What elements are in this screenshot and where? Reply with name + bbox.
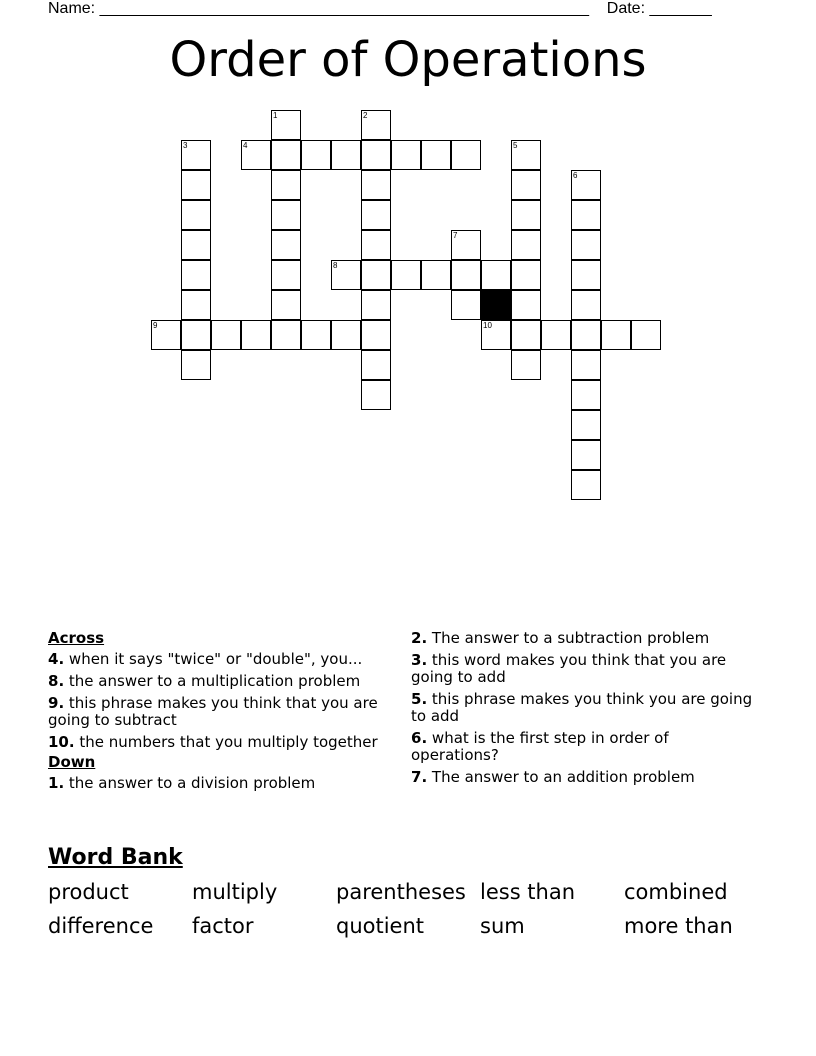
crossword-cell[interactable] [181,260,211,290]
word-bank-item: multiply [192,880,278,904]
crossword-cell[interactable] [511,260,541,290]
crossword-cell[interactable] [511,170,541,200]
crossword-cell[interactable] [421,260,451,290]
down-clue-6: 6. what is the first step in order of operations? [411,729,669,764]
crossword-cell[interactable] [271,260,301,290]
clues-right-column [411,630,761,791]
crossword-cell[interactable] [361,170,391,200]
crossword-cell[interactable] [361,320,391,350]
clue-number: 1 [273,111,278,120]
crossword-cell[interactable] [571,350,601,380]
crossword-cell[interactable] [511,350,541,380]
crossword-cell[interactable] [361,380,391,410]
crossword-cell[interactable] [271,110,301,140]
crossword-cell[interactable] [271,230,301,260]
down-clue-3: 3. this word makes you think that you are going to add [411,651,727,686]
crossword-cell[interactable] [571,470,601,500]
crossword-cell[interactable] [211,320,241,350]
crossword-cell[interactable] [361,290,391,320]
crossword-cell[interactable] [571,320,601,350]
clues-left-column [48,630,388,797]
crossword-cell[interactable] [361,140,391,170]
crossword-cell[interactable] [151,320,181,350]
crossword-cell[interactable] [361,110,391,140]
crossword-cell[interactable] [571,230,601,260]
name-field[interactable]: Name: _______________________________________________________ [48,0,589,17]
crossword-cell[interactable] [571,440,601,470]
crossword-cell[interactable] [541,320,571,350]
word-bank-item: parentheses [336,880,466,904]
clue-number: 2 [363,111,368,120]
word-bank-item: quotient [336,914,425,938]
crossword-cell[interactable] [181,170,211,200]
crossword-cell[interactable] [271,140,301,170]
crossword-cell[interactable] [361,200,391,230]
crossword-cell[interactable] [511,230,541,260]
crossword-grid [0,0,816,520]
crossword-cell[interactable] [511,200,541,230]
across-clue-10: 10. the numbers that you multiply together [48,733,378,751]
clue-number: 6 [573,171,578,180]
down-clue-2: 2. The answer to a subtraction problem [411,629,710,647]
word-bank-item: factor [192,914,254,938]
crossword-cell[interactable] [181,200,211,230]
down-heading: Down [48,753,96,771]
clue-number: 4 [243,141,248,150]
crossword-cell[interactable] [361,350,391,380]
date-field[interactable]: Date: _______ [606,0,712,17]
word-bank-item: more than [624,914,733,938]
crossword-cell[interactable] [511,320,541,350]
clue-number: 7 [453,231,458,240]
crossword-cell[interactable] [481,260,511,290]
crossword-cell[interactable] [331,140,361,170]
crossword-cell[interactable] [271,170,301,200]
word-bank-item: product [48,880,129,904]
clue-number: 5 [513,141,518,150]
crossword-cell[interactable] [511,290,541,320]
crossword-cell[interactable] [451,290,481,320]
crossword-cell[interactable] [511,140,541,170]
crossword-cell[interactable] [421,140,451,170]
across-clue-8: 8. the answer to a multiplication problem [48,672,361,690]
word-bank-item: sum [480,914,525,938]
crossword-cell[interactable] [361,260,391,290]
crossword-cell[interactable] [331,320,361,350]
crossword-cell[interactable] [481,320,511,350]
crossword-cell[interactable] [361,230,391,260]
word-bank-item: combined [624,880,728,904]
across-clue-4: 4. when it says "twice" or "double", you... [48,650,363,668]
down-clue-5: 5. this phrase makes you think you are going to add [411,690,753,725]
crossword-cell[interactable] [601,320,631,350]
word-bank [48,880,768,938]
crossword-cell[interactable] [571,170,601,200]
crossword-cell[interactable] [301,320,331,350]
crossword-cell[interactable] [571,410,601,440]
crossword-cell[interactable] [571,260,601,290]
crossword-cell[interactable] [271,320,301,350]
crossword-cell[interactable] [301,140,331,170]
crossword-cell[interactable] [571,290,601,320]
crossword-cell[interactable] [451,230,481,260]
clue-number: 9 [153,321,158,330]
crossword-cell[interactable] [181,290,211,320]
word-bank-item: difference [48,914,154,938]
crossword-cell[interactable] [181,320,211,350]
crossword-cell[interactable] [571,380,601,410]
crossword-cell[interactable] [571,200,601,230]
crossword-cell[interactable] [271,200,301,230]
crossword-black-cell [481,290,511,320]
crossword-cell[interactable] [391,260,421,290]
crossword-cell[interactable] [451,140,481,170]
clue-number: 8 [333,261,338,270]
crossword-cell[interactable] [451,260,481,290]
clue-number: 10 [483,321,492,330]
word-bank-item: less than [480,880,576,904]
down-clue-1: 1. the answer to a division problem [48,774,316,792]
crossword-cell[interactable] [391,140,421,170]
crossword-cell[interactable] [631,320,661,350]
down-clue-7: 7. The answer to an addition problem [411,768,695,786]
crossword-cell[interactable] [241,140,271,170]
crossword-cell[interactable] [331,260,361,290]
crossword-cell[interactable] [241,320,271,350]
crossword-cell[interactable] [181,230,211,260]
word-bank-title: Word Bank [48,845,183,870]
crossword-cell[interactable] [181,140,211,170]
crossword-cell[interactable] [181,350,211,380]
page-title: Order of Operations [169,32,647,88]
clue-number: 3 [183,141,188,150]
across-heading: Across [48,629,105,647]
across-clue-9: 9. this phrase makes you think that you are going to subtract [48,694,378,729]
crossword-cell[interactable] [271,290,301,320]
